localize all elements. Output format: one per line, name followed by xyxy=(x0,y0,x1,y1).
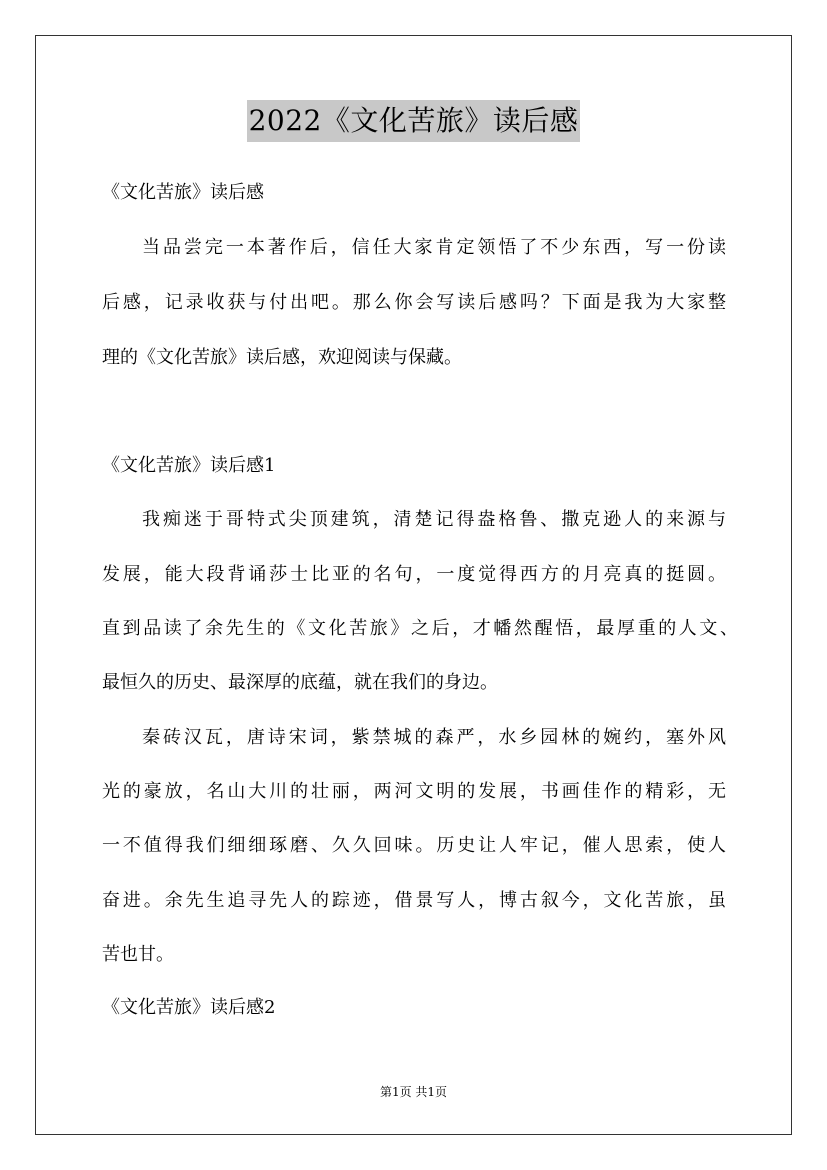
page-number: 第1页 共1页 xyxy=(379,1085,448,1099)
section1-para2-line: 秦砖汉瓦，唐诗宋词，紫禁城的森严，水乡园林的婉约，塞外风 xyxy=(142,727,726,748)
section1-para2-line: 光的豪放，名山大川的壮丽，两河文明的发展，书画佳作的精彩，无 xyxy=(102,781,726,802)
title-container xyxy=(0,100,827,142)
intro-line: 理的《文化苦旅》读后感，欢迎阅读与保藏。 xyxy=(102,347,462,368)
intro-line: 后感，记录收获与付出吧。那么你会写读后感吗？下面是我为大家整 xyxy=(102,292,726,313)
section1-para1-line: 最恒久的历史、最深厚的底蕴，就在我们的身边。 xyxy=(102,672,498,693)
document-title: 2022《文化苦旅》读后感 xyxy=(247,100,581,142)
section1-para2-line: 一不值得我们细细琢磨、久久回味。历史让人牢记，催人思索，使人 xyxy=(102,835,726,856)
section1-para1-line: 发展，能大段背诵莎士比亚的名句，一度觉得西方的月亮真的挺圆。 xyxy=(102,564,726,585)
section1-heading: 《文化苦旅》读后感1 xyxy=(102,455,276,476)
intro-line: 当品尝完一本著作后，信任大家肯定领悟了不少东西，写一份读 xyxy=(142,237,726,258)
section2-heading: 《文化苦旅》读后感2 xyxy=(102,997,276,1018)
section1-para1-line: 直到品读了余先生的《文化苦旅》之后，才幡然醒悟，最厚重的人文、 xyxy=(102,618,738,639)
intro-heading: 《文化苦旅》读后感 xyxy=(102,182,264,203)
section1-para2-line: 奋进。余先生追寻先人的踪迹，借景写人，博古叙今，文化苦旅，虽 xyxy=(102,890,726,911)
section1-para1-line: 我痴迷于哥特式尖顶建筑，清楚记得盎格鲁、撒克逊人的来源与 xyxy=(142,509,726,530)
section1-para2-line: 苦也甘。 xyxy=(102,944,174,965)
